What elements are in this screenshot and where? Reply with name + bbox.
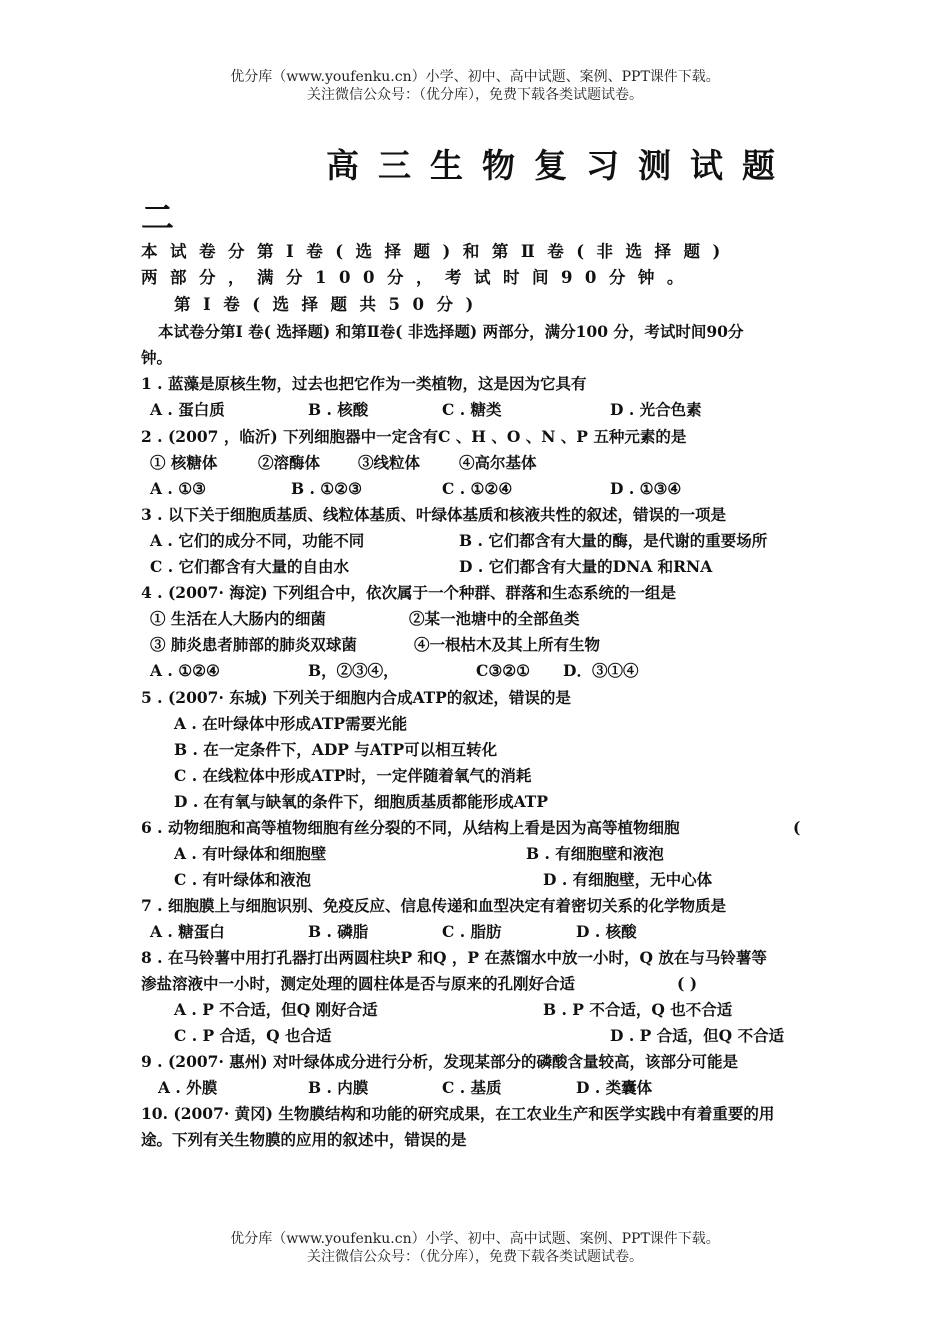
option-d: D . 核酸 (576, 922, 637, 941)
item-2: ②某一池塘中的全部鱼类 (409, 609, 580, 628)
item-1: ① 生活在人大肠内的细菌 (150, 609, 326, 628)
option-c: C . P 合适，Q 也合适 (174, 1026, 332, 1045)
option-a: A . ①②④ (150, 661, 220, 680)
option-b: B . 磷脂 (308, 922, 369, 941)
option-c: C . 它们都含有大量的自由水 (150, 557, 350, 576)
intro-line-1: 本试卷分第Ⅰ卷(选择题)和第Ⅱ卷(非选择题) (141, 242, 733, 261)
question-8-stem-2: 渗盐溶液中一小时，测定处理的圆柱体是否与原来的孔刚好合适 (141, 974, 576, 993)
item-3: ③线粒体 (358, 453, 421, 472)
option-c: C . 在线粒体中形成ATP时，一定伴随着氧气的消耗 (174, 766, 532, 785)
answer-paren: ( ) (677, 974, 698, 993)
option-b: B，②③④， (308, 661, 399, 680)
question-5-stem: 5 . (2007· 东城) 下列关于细胞内合成ATP的叙述，错误的是 (141, 688, 571, 707)
question-4-stem: 4 . (2007· 海淀) 下列组合中，依次属于一个种群、群落和生态系统的一组是 (141, 583, 676, 602)
option-a: A . ①③ (150, 479, 207, 498)
section-heading: 第Ⅰ卷(选择题共50分) (174, 295, 486, 314)
intro-line-5: 钟。 (141, 348, 173, 367)
item-3: ③ 肺炎患者肺部的肺炎双球菌 (150, 635, 357, 654)
option-d: D . 在有氧与缺氧的条件下，细胞质基质都能形成ATP (174, 792, 548, 811)
option-a: A . 在叶绿体中形成ATP需要光能 (174, 714, 408, 733)
option-d: D．③①④ (563, 661, 639, 680)
option-c: C . 糖类 (442, 400, 502, 419)
option-b: B . 有细胞壁和液泡 (526, 844, 664, 863)
answer-paren: ( (793, 818, 801, 837)
option-b: B . ①②③ (291, 479, 362, 498)
question-10-stem-2: 途。下列有关生物膜的应用的叙述中，错误的是 (141, 1130, 467, 1149)
option-a: A . 糖蛋白 (150, 922, 225, 941)
option-b: B . 在一定条件下，ADP 与ATP可以相互转化 (174, 740, 498, 759)
page-title: 高三生物复习测试题 (326, 146, 794, 185)
page-title-continued: 二 (141, 198, 174, 237)
question-10-stem: 10. (2007· 黄冈) 生物膜结构和功能的研究成果，在工农业生产和医学实践中有着重要的用 (141, 1104, 775, 1123)
option-d: D . 有细胞壁，无中心体 (543, 870, 713, 889)
question-7-stem: 7 . 细胞膜上与细胞识别、免疫反应、信息传递和血型决定有着密切关系的化学物质是 (141, 896, 726, 915)
item-4: ④一根枯木及其上所有生物 (414, 635, 601, 654)
option-d: D . 类囊体 (576, 1078, 653, 1097)
question-2-stem: 2 . (2007 ，临沂) 下列细胞器中一定含有C 、H 、O 、N 、P 五种元素的是 (141, 427, 687, 446)
question-1-stem: 1 . 蓝藻是原核生物，过去也把它作为一类植物，这是因为它具有 (141, 374, 587, 393)
intro-line-2: 两部分，满分100分，考试时间90分钟。 (141, 268, 696, 287)
option-c: C . 脂肪 (442, 922, 502, 941)
option-a: A . 有叶绿体和细胞壁 (174, 844, 327, 863)
option-a: A . P 不合适，但Q 刚好合适 (174, 1000, 378, 1019)
option-d: D . ①③④ (610, 479, 682, 498)
footer-line-2: 关注微信公众号：（优分库），免费下载各类试题试卷。 (307, 1249, 643, 1265)
question-6-stem: 6 . 动物细胞和高等植物细胞有丝分裂的不同，从结构上看是因为高等植物细胞 (141, 818, 680, 837)
header-line-2: 关注微信公众号：（优分库），免费下载各类试题试卷。 (307, 87, 643, 103)
question-8-stem: 8 . 在马铃薯中用打孔器打出两圆柱块P 和Q ，P 在蒸馏水中放一小时，Q 放在与马铃薯等 (141, 948, 767, 967)
option-c: C . 有叶绿体和液泡 (174, 870, 312, 889)
option-d: D . 光合色素 (610, 400, 702, 419)
option-d: D . P 合适，但Q 不合适 (610, 1026, 785, 1045)
option-b: B . 内膜 (308, 1078, 369, 1097)
intro-line-4: 本试卷分第Ⅰ 卷( 选择题) 和第Ⅱ卷( 非选择题) 两部分，满分100 分，考试时间90分 (158, 322, 744, 341)
item-4: ④高尔基体 (459, 453, 537, 472)
option-b: B . 它们都含有大量的酶，是代谢的重要场所 (459, 531, 768, 550)
option-a: A . 它们的成分不同，功能不同 (150, 531, 365, 550)
option-b: B . 核酸 (308, 400, 369, 419)
question-9-stem: 9 . (2007· 惠州) 对叶绿体成分进行分析，发现某部分的磷酸含量较高，该部分可能是 (141, 1052, 738, 1071)
option-c: C . ①②④ (442, 479, 513, 498)
option-c: C③②① (476, 661, 531, 680)
option-a: A . 蛋白质 (150, 400, 225, 419)
header-line-1: 优分库（www.youfenku.cn）小学、初中、高中试题、案例、PPT课件下载。 (230, 69, 720, 85)
option-c: C . 基质 (442, 1078, 502, 1097)
option-a: A . 外膜 (158, 1078, 218, 1097)
option-d: D . 它们都含有大量的DNA 和RNA (459, 557, 713, 576)
question-3-stem: 3 . 以下关于细胞质基质、线粒体基质、叶绿体基质和核液共性的叙述，错误的一项是 (141, 505, 726, 524)
item-2: ②溶酶体 (258, 453, 321, 472)
footer-line-1: 优分库（www.youfenku.cn）小学、初中、高中试题、案例、PPT课件下载。 (230, 1231, 720, 1247)
item-1: ① 核糖体 (150, 453, 218, 472)
option-b: B . P 不合适，Q 也不合适 (543, 1000, 733, 1019)
